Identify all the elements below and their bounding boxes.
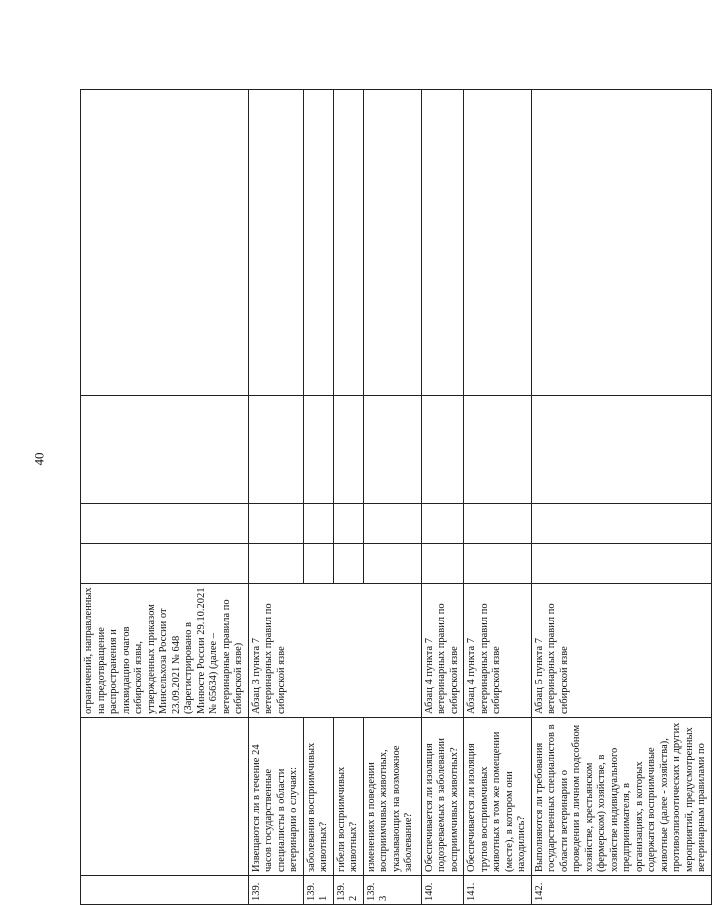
answer-yes-cell xyxy=(464,544,532,584)
row-number: 139.1 xyxy=(303,876,333,905)
row-number: 142. xyxy=(531,876,711,905)
answer-yes-cell xyxy=(81,544,249,584)
answer-no-cell xyxy=(531,504,711,544)
answer-na-cell xyxy=(248,396,303,504)
row-number: 139.2 xyxy=(333,876,363,905)
page-number-text: 40 xyxy=(31,452,46,466)
answer-yes-cell xyxy=(421,544,464,584)
table-row xyxy=(81,90,249,905)
answer-yes-cell xyxy=(303,544,333,584)
answer-yes-cell xyxy=(333,544,363,584)
answer-na-cell xyxy=(363,396,421,504)
table-row xyxy=(333,90,363,905)
answer-na-cell xyxy=(81,396,249,504)
table-row xyxy=(248,90,303,905)
question-cell: Извещаются ли в течение 24 часов государственные специалисты в области ветеринарии о случаях: xyxy=(248,718,303,876)
table-row xyxy=(421,90,464,905)
note-cell xyxy=(81,90,249,396)
note-cell xyxy=(464,90,532,396)
answer-no-cell xyxy=(421,504,464,544)
checklist-table xyxy=(80,89,712,905)
answer-no-cell xyxy=(333,504,363,544)
page-number xyxy=(30,444,48,474)
answer-no-cell xyxy=(464,504,532,544)
table-row xyxy=(464,90,532,905)
answer-na-cell xyxy=(333,396,363,504)
row-number: 139. xyxy=(248,876,303,905)
note-cell xyxy=(363,90,421,396)
question-cell: гибели восприимчивых животных? xyxy=(333,718,363,876)
answer-yes-cell xyxy=(363,544,421,584)
reference-cell: Абзац 5 пункта 7 ветеринарных правил по сибирской язве xyxy=(531,584,711,718)
row-number: 139.3 xyxy=(363,876,421,905)
reference-cell: ограничений, направленных на предотвращение распространения и ликвидацию очагов сибирской язвы, утвержденных приказом Минсельхоза России от 23.09.2021 № 648 (Зарегистрировано в Минюсте России 29.10.2021 № 65634) (далее – ветеринарные правила по сибирской язве) xyxy=(81,584,249,718)
note-cell xyxy=(421,90,464,396)
question-cell: Выполняются ли требования государственных специалистов в области ветеринарии о проведении в личном подсобном хозяйстве, крестьянском (фермерском) хозяйстве, в хозяйстве индивидуального предпринимателя, в организациях, в которых содержатся восприимчивые животные (далее - хозяйства), противоэпизоотических и других мероприятий, предусмотренных ветеринарным правилами по xyxy=(531,718,711,876)
answer-no-cell xyxy=(363,504,421,544)
table-row xyxy=(531,90,711,905)
question-cell: изменениях в поведении восприимчивых животных, указывающих на возможное заболевание? xyxy=(363,718,421,876)
reference-cell: Абзац 4 пункта 7 ветеринарных правил по сибирской язве xyxy=(421,584,464,718)
question-cell: Обеспечивается ли изоляция трупов восприимчивых животных в том же помещении (месте), в котором они находились? xyxy=(464,718,532,876)
answer-na-cell xyxy=(531,396,711,504)
answer-na-cell xyxy=(303,396,333,504)
answer-no-cell xyxy=(81,504,249,544)
reference-cell: Абзац 4 пункта 7 ветеринарных правил по сибирской язве xyxy=(464,584,532,718)
answer-no-cell xyxy=(248,504,303,544)
question-cell xyxy=(81,718,249,876)
rotated-table-container xyxy=(80,90,707,905)
row-number: 140. xyxy=(421,876,464,905)
row-number: 141. xyxy=(464,876,532,905)
answer-no-cell xyxy=(303,504,333,544)
note-cell xyxy=(333,90,363,396)
answer-na-cell xyxy=(464,396,532,504)
row-number xyxy=(81,876,249,905)
note-cell xyxy=(303,90,333,396)
table-row xyxy=(363,90,421,905)
note-cell xyxy=(248,90,303,396)
table-row xyxy=(303,90,333,905)
question-cell: заболевания восприимчивых животных? xyxy=(303,718,333,876)
answer-yes-cell xyxy=(248,544,303,584)
document-page xyxy=(80,90,707,905)
question-cell: Обеспечивается ли изоляция подозреваемых в заболевании восприимчивых животных? xyxy=(421,718,464,876)
answer-na-cell xyxy=(421,396,464,504)
reference-cell: Абзац 3 пункта 7 ветеринарных правил по сибирской язве xyxy=(248,584,421,718)
answer-yes-cell xyxy=(531,544,711,584)
note-cell xyxy=(531,90,711,396)
